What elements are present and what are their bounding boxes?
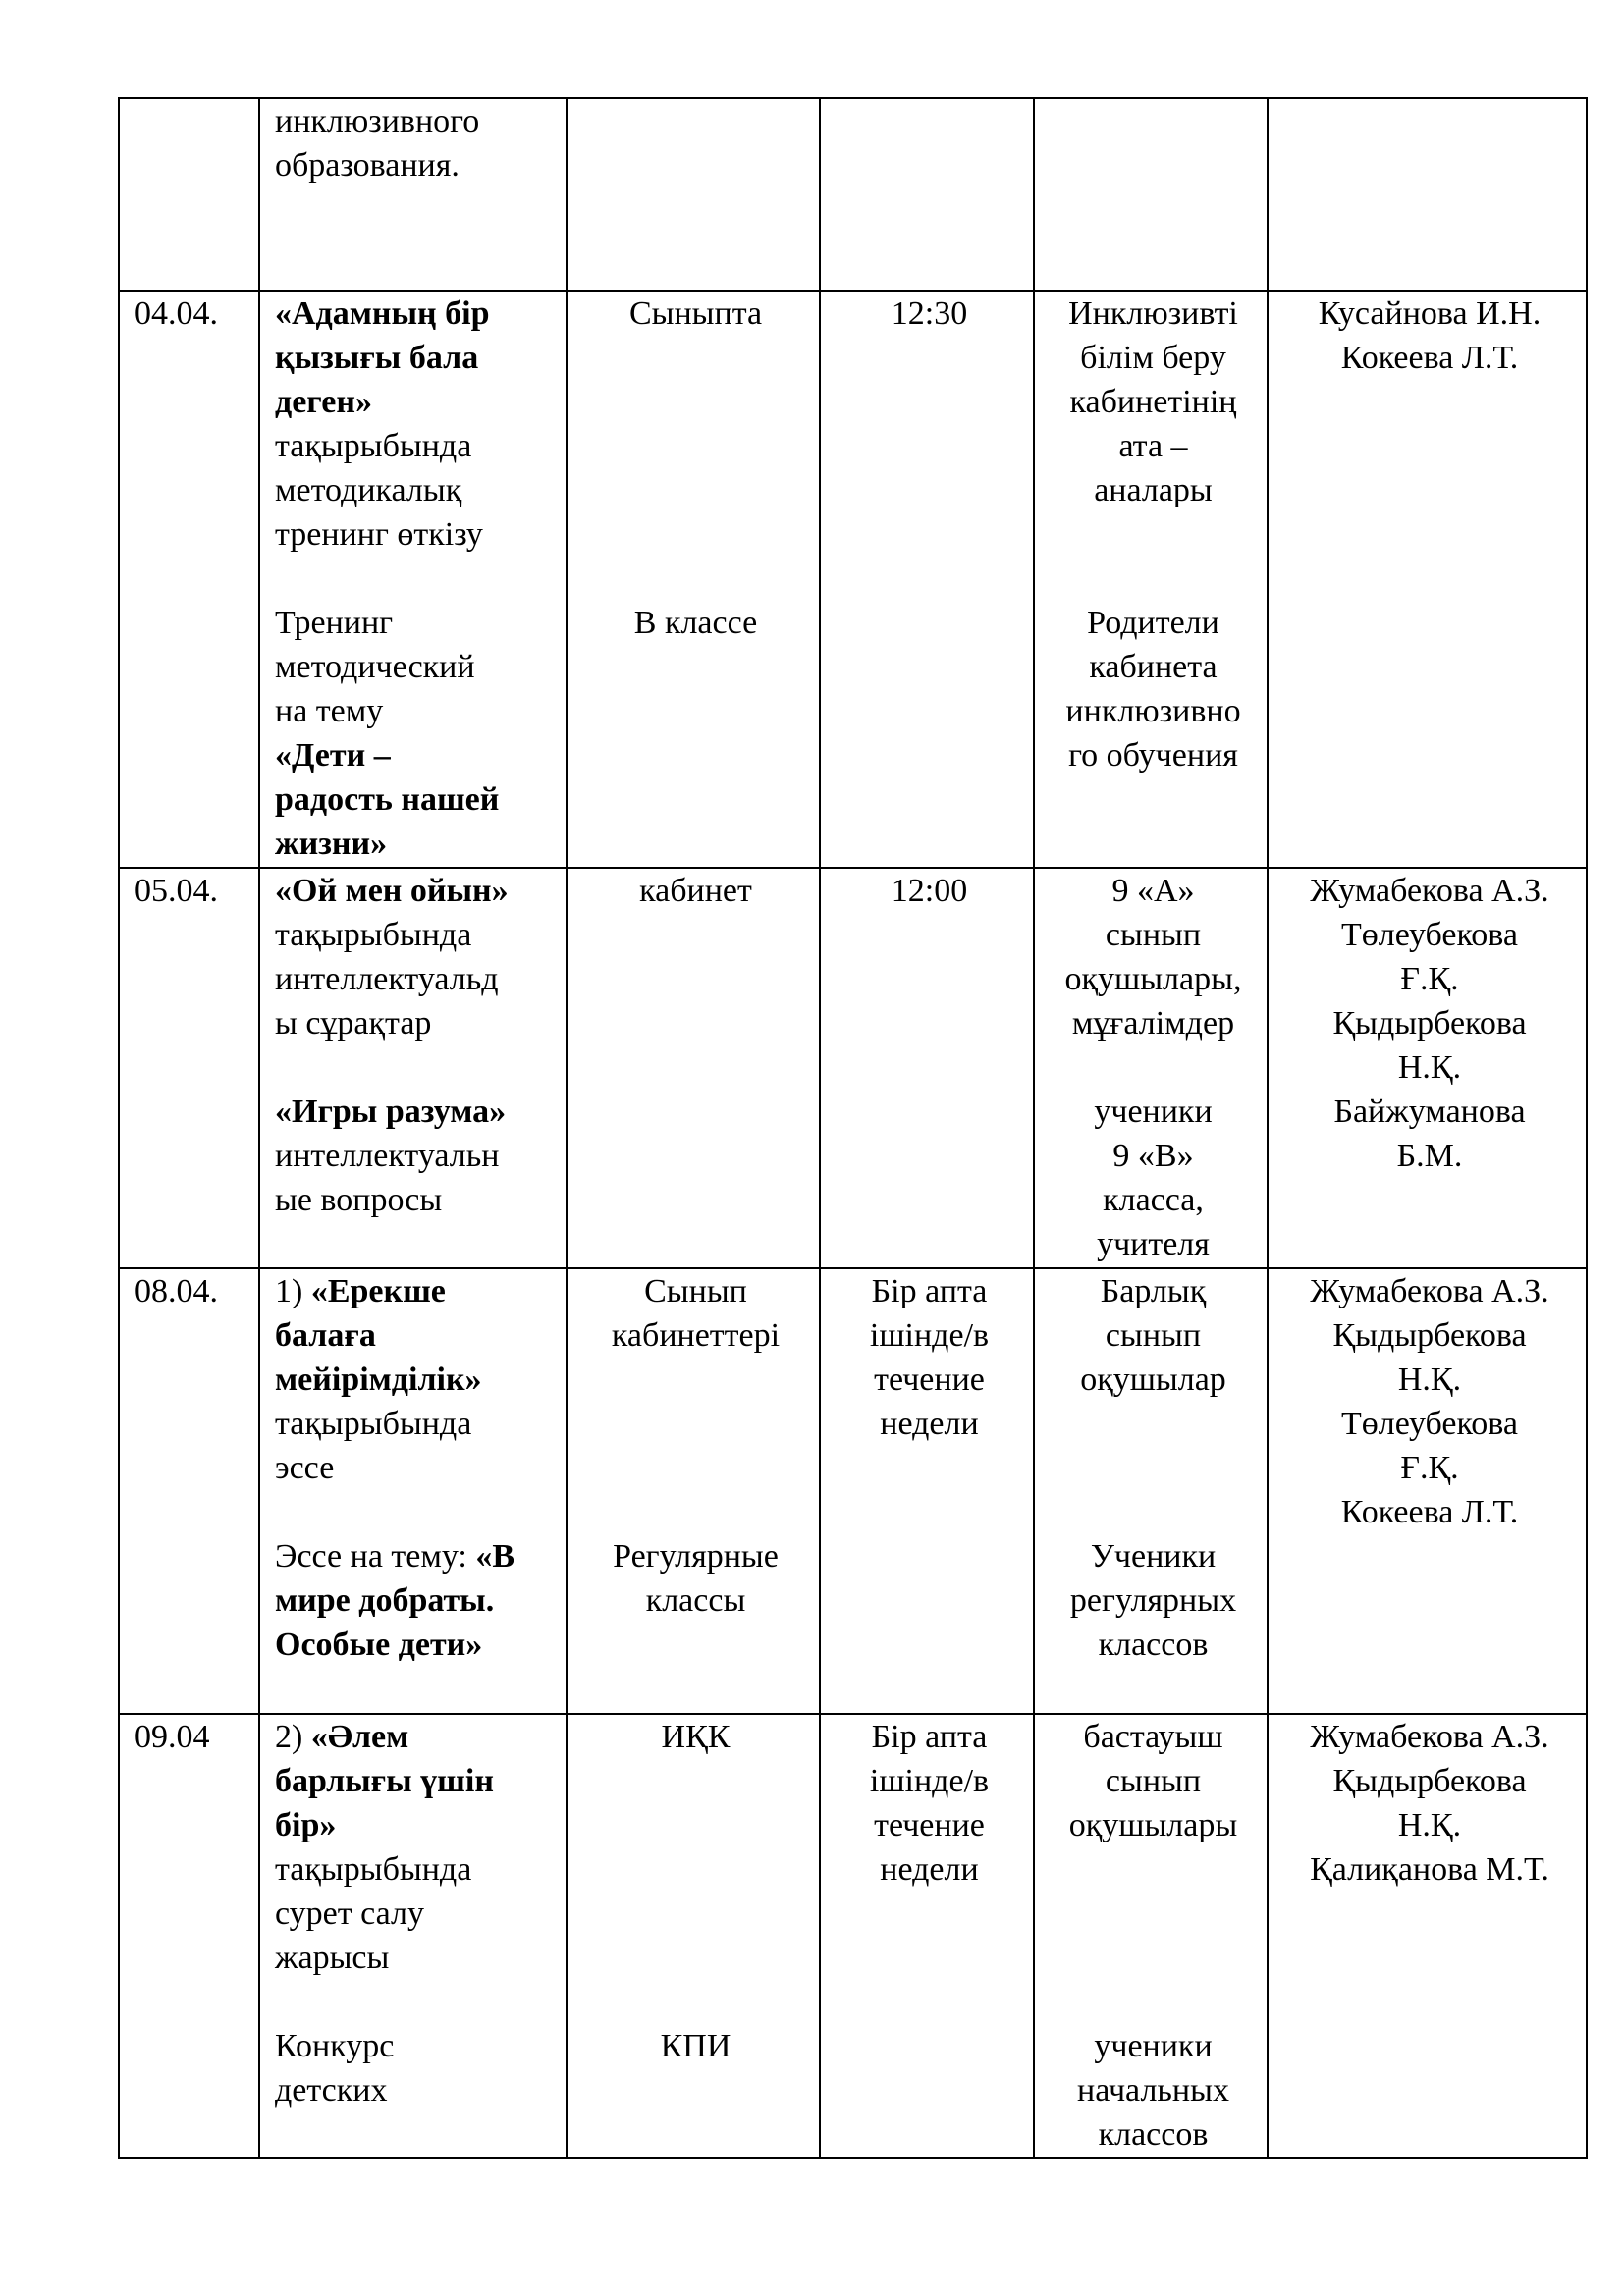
- topic-text: Эссе на тему:: [275, 1538, 476, 1575]
- topic-text: методический: [275, 649, 475, 685]
- topic-line: [275, 1269, 556, 1313]
- participants-kz: мұғалімдер: [1071, 1005, 1235, 1041]
- topic-title-ru: мире добраты.: [275, 1582, 495, 1619]
- participants-cell: [1034, 291, 1268, 868]
- time-text: недели: [880, 1851, 979, 1888]
- responsible-name: Байжуманова: [1333, 1094, 1526, 1130]
- time-text: ішінде/в: [869, 1763, 990, 1799]
- topic-title-ru: «Дети –: [275, 737, 391, 774]
- place-cell: [567, 1714, 820, 2158]
- topic-text: тақырыбында: [275, 1406, 472, 1442]
- topic-text: эссе: [275, 1450, 335, 1486]
- participants-kz: Инклюзивті: [1068, 295, 1238, 332]
- topic-title-kz: мейірімділік»: [275, 1362, 482, 1398]
- responsible-name: Жумабекова А.З.: [1310, 1273, 1549, 1309]
- place-cell: [567, 868, 820, 1268]
- participants-cell: [1034, 98, 1268, 291]
- responsible-name: Қыдырбекова: [1332, 1763, 1527, 1799]
- table-row: [119, 868, 1587, 1268]
- time-text: ішінде/в: [869, 1317, 990, 1354]
- topic-title-kz: барлығы үшін: [275, 1763, 494, 1799]
- table-row: [119, 98, 1587, 291]
- responsible-name: Н.Қ.: [1397, 1049, 1462, 1086]
- place-cell: [567, 1268, 820, 1714]
- responsible-name: Жумабекова А.З.: [1310, 873, 1549, 909]
- topic-cell: [259, 1714, 567, 2158]
- topic-title-kz: қызығы бала: [275, 340, 479, 376]
- place-kz: ИҚК: [661, 1719, 731, 1755]
- topic-title-kz: «Адамның бір: [275, 295, 490, 332]
- topic-line: [275, 1534, 556, 1578]
- topic-text: Тренинг: [275, 605, 394, 641]
- participants-ru: го обучения: [1068, 737, 1238, 774]
- responsible-name: Н.Қ.: [1397, 1362, 1462, 1398]
- responsible-name: Қалиқанова М.Т.: [1310, 1851, 1549, 1888]
- date-cell: [119, 98, 259, 291]
- responsible-name: Төлеубекова: [1341, 1406, 1518, 1442]
- events-table: [118, 97, 1588, 2159]
- participants-kz: оқушылары,: [1064, 961, 1242, 997]
- topic-title-ru: «В: [475, 1538, 515, 1575]
- time-cell: [820, 291, 1034, 868]
- participants-kz: оқушылар: [1080, 1362, 1226, 1398]
- topic-number: 2): [275, 1719, 311, 1755]
- topic-text: тақырыбында: [275, 1851, 472, 1888]
- responsible-name: Кусайнова И.Н.: [1318, 295, 1542, 332]
- participants-ru: классов: [1098, 2116, 1209, 2153]
- topic-title-kz: деген»: [275, 384, 372, 420]
- place-kz: Сынып: [644, 1273, 747, 1309]
- responsible-name: Кокеева Л.Т.: [1340, 1494, 1519, 1530]
- participants-kz: Барлық: [1100, 1273, 1207, 1309]
- topic-text: сурет салу: [275, 1896, 424, 1932]
- date-cell: 09.04: [119, 1714, 259, 2158]
- participants-ru: регулярных: [1069, 1582, 1237, 1619]
- time-cell: [820, 1268, 1034, 1714]
- place-ru: классы: [645, 1582, 746, 1619]
- place-kz: Сыныпта: [628, 295, 763, 332]
- responsible-name: Төлеубекова: [1341, 917, 1518, 953]
- participants-kz: оқушылары: [1068, 1807, 1238, 1843]
- topic-text: ы сұрақтар: [275, 1005, 432, 1041]
- responsible-cell: [1268, 1714, 1587, 2158]
- topic-title-kz: «Әлем: [310, 1719, 409, 1755]
- participants-ru: классов: [1098, 1627, 1209, 1663]
- place-ru: КПИ: [660, 2028, 731, 2064]
- topic-title-ru: жизни»: [275, 826, 388, 862]
- topic-text: интеллектуальн: [275, 1138, 500, 1174]
- topic-text: жарысы: [275, 1940, 390, 1976]
- topic-title-kz: балаға: [275, 1317, 376, 1354]
- topic-line: [275, 1715, 556, 1759]
- participants-cell: [1034, 868, 1268, 1268]
- participants-kz: сынып: [1105, 1317, 1202, 1354]
- place-cell: [567, 291, 820, 868]
- responsible-cell: [1268, 98, 1587, 291]
- responsible-cell: [1268, 868, 1587, 1268]
- responsible-name: Қыдырбекова: [1332, 1005, 1527, 1041]
- topic-cell: [259, 291, 567, 868]
- time-text: течение: [874, 1807, 985, 1843]
- topic-title-kz: «Ерекше: [310, 1273, 446, 1309]
- responsible-name: Кокеева Л.Т.: [1340, 340, 1519, 376]
- participants-kz: бастауыш: [1083, 1719, 1223, 1755]
- time-text: течение: [874, 1362, 985, 1398]
- responsible-name: Ғ.Қ.: [1400, 1450, 1459, 1486]
- responsible-name: Жумабекова А.З.: [1310, 1719, 1549, 1755]
- topic-number: 1): [275, 1273, 311, 1309]
- topic-text: тренинг өткізу: [275, 516, 483, 553]
- topic-text: Конкурс: [275, 2028, 395, 2064]
- topic-title-ru: Особые дети»: [275, 1627, 483, 1663]
- responsible-name: Қыдырбекова: [1332, 1317, 1527, 1354]
- place-text: кабинет: [639, 873, 752, 909]
- date-cell: 05.04.: [119, 868, 259, 1268]
- place-ru: В классе: [633, 605, 758, 641]
- date-cell: 08.04.: [119, 1268, 259, 1714]
- participants-kz: ата –: [1118, 428, 1188, 464]
- participants-ru: Ученики: [1090, 1538, 1217, 1575]
- participants-kz: кабинетінің: [1069, 384, 1237, 420]
- participants-ru: инклюзивно: [1065, 693, 1241, 729]
- participants-ru: класса,: [1103, 1182, 1204, 1218]
- topic-title-ru: радость нашей: [275, 781, 500, 818]
- participants-cell: [1034, 1714, 1268, 2158]
- topic-cell: [259, 868, 567, 1268]
- topic-text: образования.: [275, 147, 460, 184]
- topic-text: интеллектуальд: [275, 961, 499, 997]
- participants-kz: сынып: [1105, 1763, 1202, 1799]
- participants-kz: білім беру: [1080, 340, 1226, 376]
- participants-ru: Родители: [1087, 605, 1219, 641]
- time-text: недели: [880, 1406, 979, 1442]
- topic-cell: [259, 98, 567, 291]
- participants-kz: аналары: [1094, 472, 1213, 508]
- responsible-cell: [1268, 1268, 1587, 1714]
- place-cell: [567, 98, 820, 291]
- time-cell: [820, 98, 1034, 291]
- participants-kz: 9 «А»: [1111, 873, 1195, 909]
- topic-title-kz: бір»: [275, 1807, 337, 1843]
- topic-cell: [259, 1268, 567, 1714]
- table-row: [119, 291, 1587, 868]
- participants-ru: ученики: [1094, 2028, 1213, 2064]
- participants-ru: кабинета: [1089, 649, 1218, 685]
- topic-text: ые вопросы: [275, 1182, 443, 1218]
- topic-text: тақырыбында: [275, 428, 472, 464]
- responsible-name: Ғ.Қ.: [1400, 961, 1459, 997]
- participants-cell: [1034, 1268, 1268, 1714]
- time-text: 12:00: [891, 873, 968, 909]
- topic-text: тақырыбында: [275, 917, 472, 953]
- participants-ru: 9 «В»: [1112, 1138, 1194, 1174]
- table-row: [119, 1268, 1587, 1714]
- participants-kz: сынып: [1105, 917, 1202, 953]
- responsible-name: Н.Қ.: [1397, 1807, 1462, 1843]
- table-row: [119, 1714, 1587, 2158]
- topic-text: инклюзивного: [275, 103, 480, 139]
- topic-text: методикалық: [275, 472, 462, 508]
- participants-ru: ученики: [1094, 1094, 1213, 1130]
- topic-text: на тему: [275, 693, 384, 729]
- participants-ru: учителя: [1097, 1226, 1210, 1262]
- time-cell: [820, 1714, 1034, 2158]
- topic-title-ru: «Игры разума»: [275, 1094, 507, 1130]
- time-text: Бір апта: [871, 1719, 988, 1755]
- responsible-name: Б.М.: [1396, 1138, 1463, 1174]
- time-cell: [820, 868, 1034, 1268]
- place-kz: кабинеттері: [611, 1317, 781, 1354]
- participants-ru: начальных: [1077, 2072, 1229, 2109]
- date-cell: 04.04.: [119, 291, 259, 868]
- time-text: Бір апта: [871, 1273, 988, 1309]
- place-ru: Регулярные: [613, 1538, 779, 1575]
- responsible-cell: [1268, 291, 1587, 868]
- topic-title-kz: «Ой мен ойын»: [275, 873, 509, 909]
- time-text: 12:30: [891, 295, 968, 332]
- topic-text: детских: [275, 2072, 388, 2109]
